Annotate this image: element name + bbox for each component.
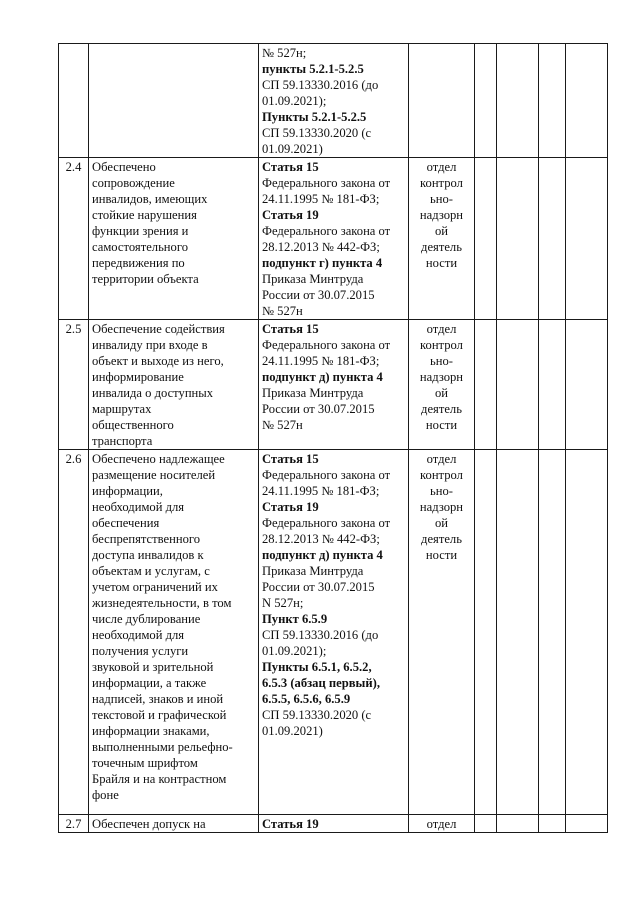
- requirement-cell: [89, 450, 259, 815]
- table-row: [59, 815, 608, 833]
- row-number: 2.7: [65, 817, 82, 831]
- legal-basis-line: СП 59.13330.2016 (до: [262, 628, 379, 642]
- legal-basis-line: 28.12.2013 № 442-ФЗ;: [262, 532, 380, 546]
- row-number-cell: [59, 320, 89, 450]
- empty-cell: [497, 815, 539, 833]
- requirement-line: инвалида о доступных: [92, 386, 214, 400]
- requirement-line: необходимой для: [92, 500, 185, 514]
- requirements-table: [58, 43, 608, 833]
- empty-cell: [566, 450, 608, 815]
- responsible-dept-line: контрол: [420, 468, 463, 482]
- legal-basis-line: Пункты 5.2.1-5.2.5: [262, 110, 367, 124]
- row-number-cell: [59, 158, 89, 320]
- legal-basis-line: № 527н;: [262, 46, 307, 60]
- empty-cell: [497, 158, 539, 320]
- requirement-line: фоне: [92, 788, 119, 802]
- empty-cell: [475, 815, 497, 833]
- empty-cell: [566, 158, 608, 320]
- responsible-dept-cell: [409, 320, 475, 450]
- legal-basis-line: 24.11.1995 № 181-ФЗ;: [262, 354, 380, 368]
- requirement-cell: [89, 320, 259, 450]
- legal-basis-line: пункты 5.2.1-5.2.5: [262, 62, 364, 76]
- requirement-line: территории объекта: [92, 272, 199, 286]
- requirement-line: Обеспечено: [92, 160, 156, 174]
- requirement-line: необходимой для: [92, 628, 185, 642]
- empty-cell: [539, 815, 566, 833]
- empty-cell: [475, 158, 497, 320]
- responsible-dept-line: отдел: [426, 817, 457, 831]
- requirement-line: точечным шрифтом: [92, 756, 198, 770]
- requirement-line: информации знаками,: [92, 724, 210, 738]
- requirement-line: информации, а также: [92, 676, 207, 690]
- legal-basis-line: Федерального закона от: [262, 516, 391, 530]
- responsible-dept-line: ьно-: [430, 192, 453, 206]
- responsible-dept-cell: [409, 158, 475, 320]
- legal-basis-line: Статья 19: [262, 500, 319, 514]
- requirement-line: Обеспечено надлежащее: [92, 452, 225, 466]
- requirement-line: самостоятельного: [92, 240, 188, 254]
- legal-basis-line: России от 30.07.2015: [262, 580, 375, 594]
- responsible-dept-line: ности: [425, 256, 458, 270]
- legal-basis-line: Статья 19: [262, 208, 319, 222]
- requirement-line: объект и выходе из него,: [92, 354, 224, 368]
- responsible-dept-cell: [409, 44, 475, 158]
- table-row: [59, 450, 608, 815]
- legal-basis-line: СП 59.13330.2016 (до: [262, 78, 379, 92]
- requirement-line: Обеспечен допуск на: [92, 817, 206, 831]
- requirement-line: функции зрения и: [92, 224, 189, 238]
- legal-basis-line: Статья 19: [262, 817, 319, 831]
- legal-basis-line: России от 30.07.2015: [262, 288, 375, 302]
- empty-cell: [539, 320, 566, 450]
- requirement-line: общественного: [92, 418, 174, 432]
- empty-cell: [539, 450, 566, 815]
- legal-basis-line: 01.09.2021): [262, 724, 323, 738]
- legal-basis-cell: [259, 44, 409, 158]
- requirement-line: выполненными рельефно-: [92, 740, 233, 754]
- legal-basis-cell: [259, 450, 409, 815]
- responsible-dept-line: ой: [434, 516, 449, 530]
- legal-basis-line: Пункты 6.5.1, 6.5.2,: [262, 660, 372, 674]
- requirement-line: Обеспечение содействия: [92, 322, 225, 336]
- legal-basis-line: Приказа Минтруда: [262, 386, 364, 400]
- legal-basis-line: подпункт д) пункта 4: [262, 548, 383, 562]
- responsible-dept-line: надзорн: [419, 500, 464, 514]
- legal-basis-line: 24.11.1995 № 181-ФЗ;: [262, 484, 380, 498]
- requirement-cell: [89, 44, 259, 158]
- requirement-line: инвалиду при входе в: [92, 338, 208, 352]
- legal-basis-line: Статья 15: [262, 452, 319, 466]
- empty-cell: [497, 320, 539, 450]
- row-number: 2.6: [65, 452, 82, 466]
- legal-basis-line: 6.5.5, 6.5.6, 6.5.9: [262, 692, 351, 706]
- requirement-line: текстовой и графической: [92, 708, 227, 722]
- requirement-line: беспрепятственного: [92, 532, 201, 546]
- empty-cell: [566, 44, 608, 158]
- legal-basis-line: подпункт д) пункта 4: [262, 370, 383, 384]
- legal-basis-line: 28.12.2013 № 442-ФЗ;: [262, 240, 380, 254]
- legal-basis-line: № 527н: [262, 418, 303, 432]
- legal-basis-line: России от 30.07.2015: [262, 402, 375, 416]
- requirement-line: получения услуги: [92, 644, 189, 658]
- responsible-dept-line: отдел: [426, 160, 457, 174]
- legal-basis-line: 01.09.2021): [262, 142, 323, 156]
- legal-basis-line: Приказа Минтруда: [262, 272, 364, 286]
- requirement-line: информации,: [92, 484, 163, 498]
- legal-basis-line: 01.09.2021);: [262, 94, 327, 108]
- responsible-dept-line: деятель: [421, 240, 462, 254]
- requirement-line: передвижения по: [92, 256, 185, 270]
- row-number-cell: [59, 450, 89, 815]
- responsible-dept-line: деятель: [421, 532, 462, 546]
- legal-basis-line: СП 59.13330.2020 (с: [262, 126, 372, 140]
- responsible-dept-line: отдел: [426, 322, 457, 336]
- responsible-dept-line: ьно-: [430, 484, 453, 498]
- legal-basis-line: № 527н: [262, 304, 303, 318]
- responsible-dept-line: ой: [434, 386, 449, 400]
- responsible-dept-cell: [409, 450, 475, 815]
- empty-cell: [497, 450, 539, 815]
- empty-cell: [566, 320, 608, 450]
- legal-basis-cell: [259, 158, 409, 320]
- responsible-dept-line: ности: [425, 418, 458, 432]
- legal-basis-line: Федерального закона от: [262, 176, 391, 190]
- empty-cell: [475, 44, 497, 158]
- requirement-line: размещение носителей: [92, 468, 216, 482]
- legal-basis-line: Федерального закона от: [262, 224, 391, 238]
- requirement-cell: [89, 158, 259, 320]
- responsible-dept-line: надзорн: [419, 370, 464, 384]
- table-body: [59, 44, 608, 833]
- legal-basis-line: Пункт 6.5.9: [262, 612, 328, 626]
- requirement-line: Брайля и на контрастном: [92, 772, 227, 786]
- legal-basis-line: N 527н;: [262, 596, 304, 610]
- legal-basis-line: Статья 15: [262, 322, 319, 336]
- legal-basis-line: 24.11.1995 № 181-ФЗ;: [262, 192, 380, 206]
- legal-basis-line: 01.09.2021);: [262, 644, 327, 658]
- requirement-line: объектам и услугам, с: [92, 564, 210, 578]
- responsible-dept-line: ой: [434, 224, 449, 238]
- empty-cell: [497, 44, 539, 158]
- responsible-dept-line: надзорн: [419, 208, 464, 222]
- empty-cell: [566, 815, 608, 833]
- requirement-line: информирование: [92, 370, 184, 384]
- requirement-line: транспорта: [92, 434, 153, 448]
- requirement-line: сопровождение: [92, 176, 175, 190]
- empty-cell: [475, 450, 497, 815]
- requirement-cell: [89, 815, 259, 833]
- legal-basis-line: Федерального закона от: [262, 338, 391, 352]
- row-number: 2.5: [65, 322, 82, 336]
- responsible-dept-cell: [409, 815, 475, 833]
- responsible-dept-line: деятель: [421, 402, 462, 416]
- legal-basis-line: СП 59.13330.2020 (с: [262, 708, 372, 722]
- table-row: [59, 44, 608, 158]
- responsible-dept-line: отдел: [426, 452, 457, 466]
- requirement-line: звуковой и зрительной: [92, 660, 214, 674]
- legal-basis-cell: [259, 320, 409, 450]
- row-number: 2.4: [65, 160, 82, 174]
- empty-cell: [539, 44, 566, 158]
- responsible-dept-line: ьно-: [430, 354, 453, 368]
- responsible-dept-line: контрол: [420, 338, 463, 352]
- table-row: [59, 320, 608, 450]
- legal-basis-line: Приказа Минтруда: [262, 564, 364, 578]
- requirement-line: числе дублирование: [92, 612, 201, 626]
- requirement-line: маршрутах: [92, 402, 152, 416]
- responsible-dept-line: ности: [425, 548, 458, 562]
- requirement-line: стойкие нарушения: [92, 208, 197, 222]
- empty-cell: [475, 320, 497, 450]
- requirement-line: обеспечения: [92, 516, 160, 530]
- table-row: [59, 158, 608, 320]
- row-number-cell: [59, 815, 89, 833]
- row-number-cell: [59, 44, 89, 158]
- requirement-line: жизнедеятельности, в том: [92, 596, 232, 610]
- requirement-line: надписей, знаков и иной: [92, 692, 224, 706]
- responsible-dept-line: контрол: [420, 176, 463, 190]
- legal-basis-line: Федерального закона от: [262, 468, 391, 482]
- requirement-line: инвалидов, имеющих: [92, 192, 208, 206]
- requirement-line: учетом ограничений их: [92, 580, 218, 594]
- legal-basis-cell: [259, 815, 409, 833]
- legal-basis-line: подпункт г) пункта 4: [262, 256, 383, 270]
- requirement-line: доступа инвалидов к: [92, 548, 204, 562]
- legal-basis-line: Статья 15: [262, 160, 319, 174]
- empty-cell: [539, 158, 566, 320]
- legal-basis-line: 6.5.3 (абзац первый),: [262, 676, 380, 690]
